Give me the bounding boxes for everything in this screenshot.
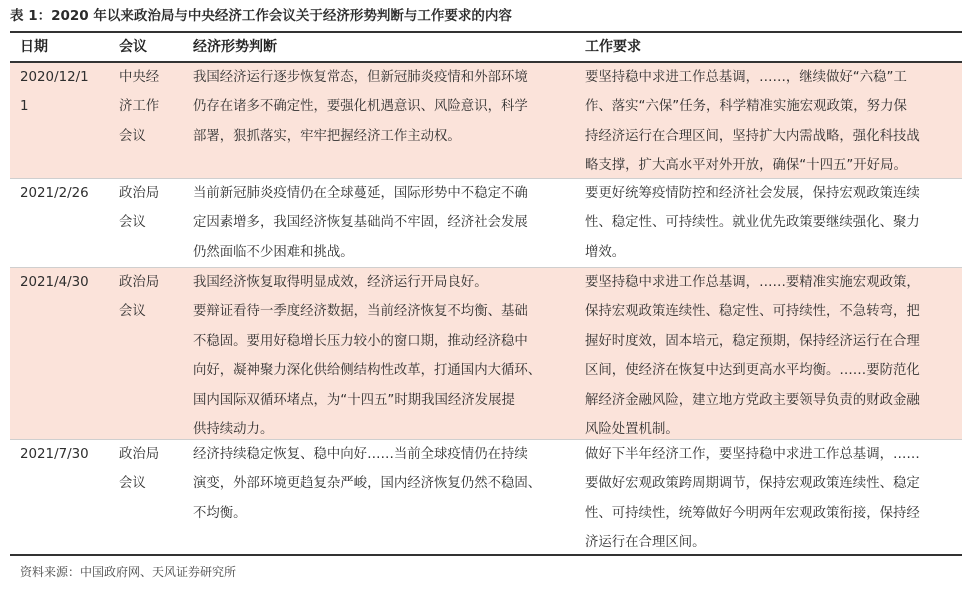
cell-date: 2021/4/30	[20, 275, 89, 290]
cell-meeting: 政治局 会议	[119, 447, 160, 492]
table-row	[10, 63, 962, 178]
table-header	[10, 33, 962, 61]
cell-judgment: 我国经济恢复取得明显成效，经济运行开局良好。 要辩证看待一季度经济数据，当前经济恢复不均衡、基础 不稳固。要用好稳增长压力较小的窗口期，推动经济稳中 向好，凝神聚力深化供给侧结构性改革，打通国内大循环、 国内国际双循环堵点，为“十四五”时期我国经济发展提 供持续动力。	[193, 275, 542, 437]
table-title: 表 1：2020 年以来政治局与中央经济工作会议关于经济形势判断与工作要求的内容	[10, 8, 512, 24]
cell-judgment: 当前新冠肺炎疫情仍在全球蔓延，国际形势中不稳定不确 定因素增多，我国经济恢复基础尚不牢固，经济社会发展 仍然面临不少困难和挑战。	[193, 186, 528, 260]
header-judgment: 经济形势判断	[193, 39, 277, 55]
source-note: 资料来源：中国政府网、天风证券研究所	[20, 565, 237, 579]
cell-requirements: 做好下半年经济工作，要坚持稳中求进工作总基调，…… 要做好宏观政策跨周期调节，保持宏观政策连续性、稳定 性、可持续性，统筹做好今明两年宏观政策衔接，保持经 济运行在合理区间。	[585, 447, 920, 551]
cell-meeting: 政治局 会议	[119, 186, 160, 231]
cell-date: 2021/2/26	[20, 186, 89, 201]
cell-judgment: 我国经济运行逐步恢复常态，但新冠肺炎疫情和外部环境 仍存在诸多不确定性，要强化机遇意识、风险意识，科学 部署，狠抓落实，牢牢把握经济工作主动权。	[193, 70, 528, 144]
header-requirements: 工作要求	[585, 39, 641, 55]
table-row	[10, 440, 962, 554]
header-date: 日期	[20, 39, 48, 55]
cell-requirements: 要更好统筹疫情防控和经济社会发展，保持宏观政策连续 性、稳定性、可持续性。就业优先政策要继续强化、聚力 增效。	[585, 186, 920, 260]
cell-judgment: 经济持续稳定恢复、稳中向好……当前全球疫情仍在持续 演变，外部环境更趋复杂严峻，国内经济恢复仍然不稳固、 不均衡。	[193, 447, 542, 521]
table-row	[10, 179, 962, 267]
cell-requirements: 要坚持稳中求进工作总基调，……，继续做好“六稳”工 作、落实“六保”任务，科学精准实施宏观政策，努力保 持经济运行在合理区间，坚持扩大内需战略，强化科技战 略支撑，扩大高水平对外开放，确保“十四五”开好局。	[585, 70, 920, 174]
header-meeting: 会议	[119, 39, 147, 55]
cell-meeting: 政治局 会议	[119, 275, 160, 320]
bottom-rule	[10, 554, 962, 556]
cell-requirements: 要坚持稳中求进工作总基调，……要精准实施宏观政策， 保持宏观政策连续性、稳定性、可持续性，不急转弯，把 握好时度效，固本培元，稳定预期，保持经济运行在合理 区间，使经济在恢复中达到更高水平均衡。……要防范化 解经济金融风险，建立地方党政主要领导负责的财政金融 风险处置机制。	[585, 275, 920, 437]
cell-date: 2020/12/1 1	[20, 70, 89, 115]
cell-meeting: 中央经 济工作 会议	[119, 70, 160, 144]
cell-date: 2021/7/30	[20, 447, 89, 462]
table-row	[10, 268, 962, 439]
